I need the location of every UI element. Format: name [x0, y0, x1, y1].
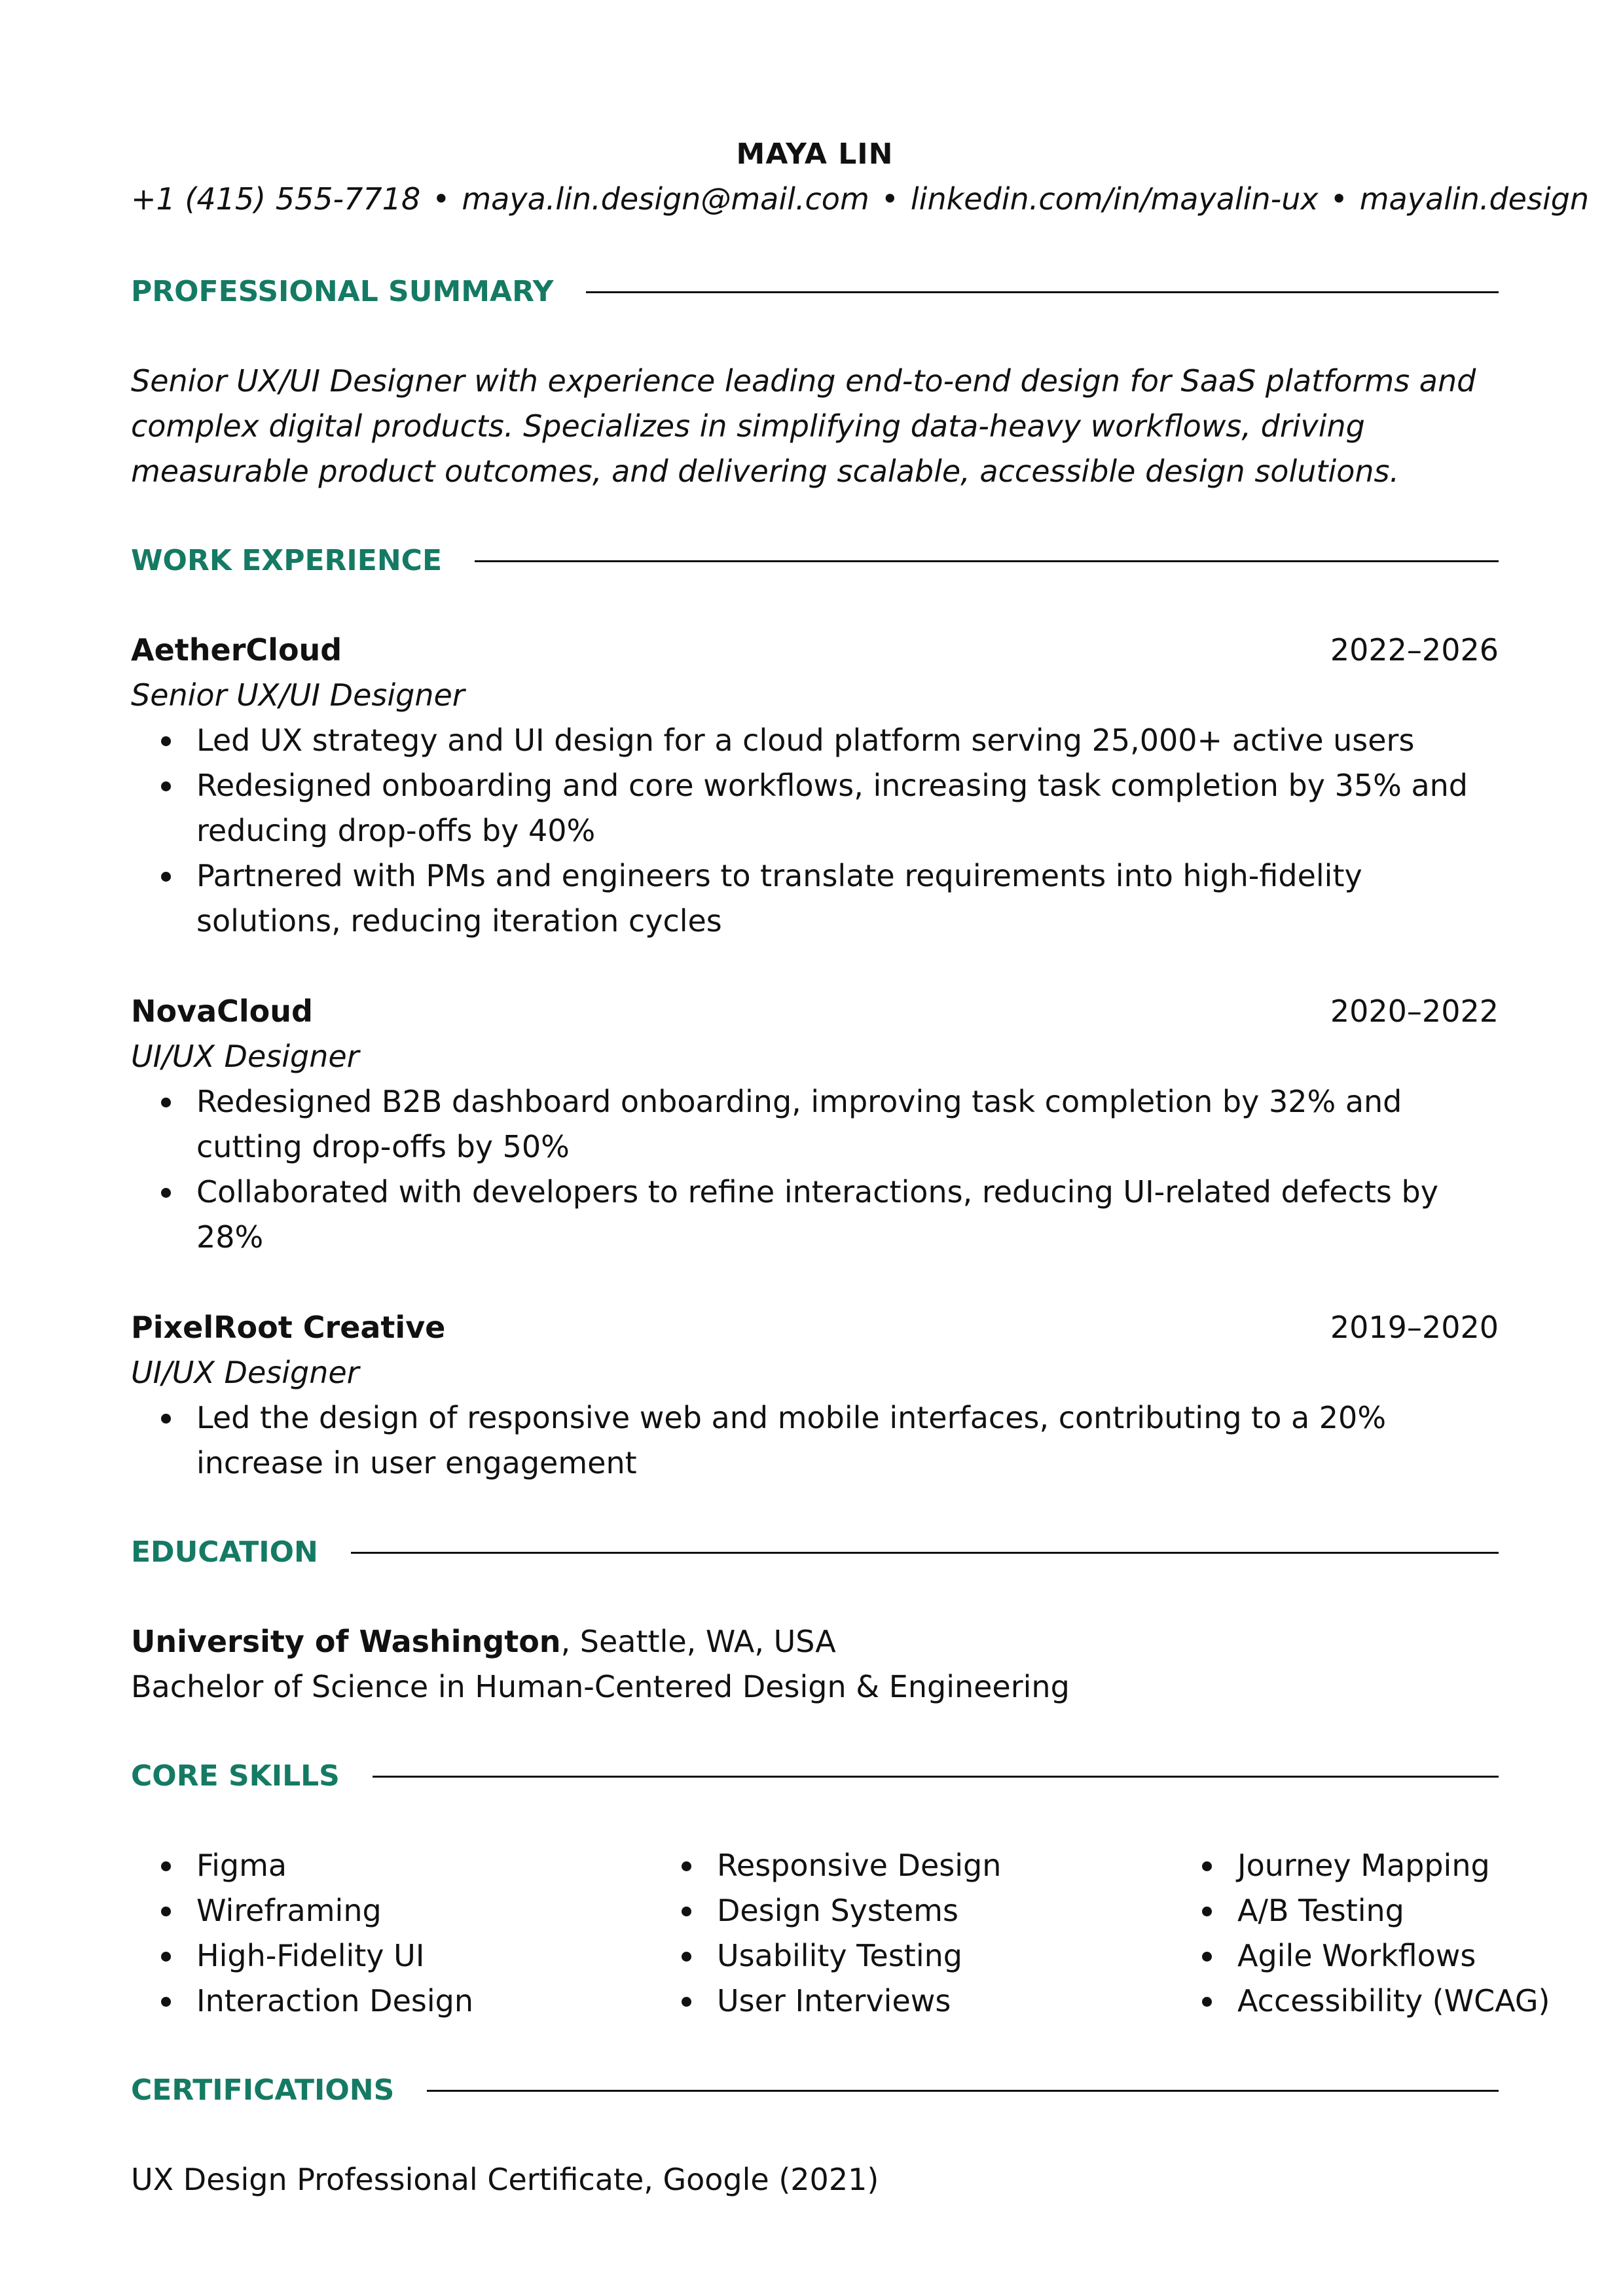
skills-section-title: CORE SKILLS: [131, 1759, 340, 1793]
skill-item: Accessibility (WCAG): [1237, 1979, 1623, 2024]
summary-section-header: [131, 272, 1499, 312]
job-bullets: [131, 1079, 1499, 1260]
skill-item: Responsive Design: [717, 1843, 1172, 1888]
job-bullet: Redesigned B2B dashboard onboarding, improving task completion by 32% and cutting drop-offs by 50%: [196, 1079, 1499, 1170]
skills-column: [131, 1843, 651, 2024]
skill-item: Usability Testing: [717, 1933, 1172, 1979]
skill-item: Wireframing: [196, 1888, 651, 1933]
job-role: UI/UX Designer: [131, 1039, 359, 1074]
job-bullet: Partnered with PMs and engineers to translate requirements into high-fidelity solutions, reducing iteration cycles: [196, 853, 1499, 944]
contact-linkedin: linkedin.com/in/mayalin-ux: [910, 181, 1319, 217]
education-section-header: [131, 1533, 1499, 1572]
education-school-line: [131, 1619, 1499, 1664]
job-role: UI/UX Designer: [131, 1355, 359, 1390]
certifications-section-header: [131, 2071, 1499, 2110]
education-location: , Seattle, WA, USA: [560, 1624, 836, 1659]
certification-item: UX Design Professional Certificate, Google (2021): [131, 2162, 879, 2197]
job-dates: 2022–2026: [1330, 632, 1499, 668]
job-dates: 2019–2020: [1330, 1310, 1499, 1345]
education-school: University of Washington: [131, 1624, 561, 1659]
contact-website: mayalin.design: [1359, 181, 1590, 217]
job-entry-aethercloud: [131, 628, 1499, 944]
job-dates: 2020–2022: [1330, 994, 1499, 1029]
section-divider: [427, 2090, 1499, 2092]
section-divider: [373, 1776, 1499, 1778]
skill-item: A/B Testing: [1237, 1888, 1623, 1933]
skills-column: [1172, 1843, 1623, 2024]
job-bullet: Collaborated with developers to refine interactions, reducing UI-related defects by 28%: [196, 1170, 1499, 1260]
contact-phone: +1 (415) 555-7718: [131, 181, 421, 217]
contact-line: [131, 178, 1590, 220]
job-bullet: Led UX strategy and UI design for a cloud platform serving 25,000+ active users: [196, 718, 1499, 763]
summary-text: Senior UX/UI Designer with experience leading end-to-end design for SaaS platforms and complex digital products. Specializes in simplifying data-heavy workflows, driving measurable product outcomes, and delivering scalable, accessible design solutions.: [131, 363, 1476, 489]
skill-item: Figma: [196, 1843, 651, 1888]
summary-section-title: PROFESSIONAL SUMMARY: [131, 275, 554, 308]
section-divider: [351, 1552, 1499, 1554]
contact-email: maya.lin.design@mail.com: [462, 181, 869, 217]
contact-separator: •: [1330, 181, 1348, 217]
job-company: AetherCloud: [131, 632, 342, 668]
contact-separator: •: [432, 181, 450, 217]
skill-item: Agile Workflows: [1237, 1933, 1623, 1979]
job-bullet: Led the design of responsive web and mobile interfaces, contributing to a 20% increase in user engagement: [196, 1395, 1499, 1486]
skill-item: Interaction Design: [196, 1979, 651, 2024]
candidate-name: MAYA LIN: [736, 137, 894, 171]
skill-item: Design Systems: [717, 1888, 1172, 1933]
job-role: Senior UX/UI Designer: [131, 677, 465, 713]
skill-item: High-Fidelity UI: [196, 1933, 651, 1979]
skill-item: Journey Mapping: [1237, 1843, 1623, 1888]
experience-section-title: WORK EXPERIENCE: [131, 544, 442, 577]
job-entry-pixelroot: [131, 1305, 1499, 1486]
job-header: [131, 989, 1499, 1034]
certifications-section-title: CERTIFICATIONS: [131, 2073, 395, 2107]
job-bullet: Redesigned onboarding and core workflows, increasing task completion by 35% and reducing drop-offs by 40%: [196, 763, 1499, 853]
job-bullets: [131, 1395, 1499, 1486]
skills-grid: [131, 1843, 1550, 2024]
job-header: [131, 628, 1499, 673]
job-entry-novacloud: [131, 989, 1499, 1260]
job-company: PixelRoot Creative: [131, 1310, 446, 1345]
experience-section-header: [131, 541, 1499, 581]
contact-separator: •: [881, 181, 899, 217]
education-entry: [131, 1619, 1499, 1710]
job-header: [131, 1305, 1499, 1350]
job-bullets: [131, 718, 1499, 944]
skills-section-header: [131, 1757, 1499, 1796]
education-section-title: EDUCATION: [131, 1535, 318, 1569]
job-company: NovaCloud: [131, 994, 313, 1029]
section-divider: [475, 560, 1499, 562]
section-divider: [586, 291, 1499, 293]
skill-item: User Interviews: [717, 1979, 1172, 2024]
skills-column: [651, 1843, 1172, 2024]
certifications-list: [131, 2157, 1499, 2202]
education-degree: Bachelor of Science in Human-Centered Design & Engineering: [131, 1669, 1070, 1704]
